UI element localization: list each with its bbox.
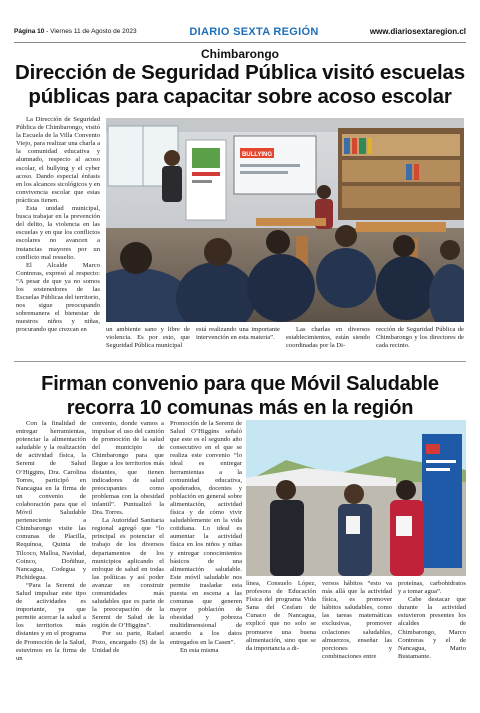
article1-paragraph: Las charlas en diversos establecimientos, están siendo coordinadas por la Di- xyxy=(286,326,370,350)
article2-paragraph: versos hábitos “esto va más allá que la actividad física, es promover hábitos saludables, como las tareas matemáticas exclusivas, promover colaciones saludables, almuerzos, enseñar las porciones y combinaciones entre xyxy=(322,580,392,660)
article2-paragraph: línea, Consuelo López, profesora de Educación Física del programa Vida Sana del Cesfam de Cunaco de Nancagua, explicó que no solo se promueve una buena alimentación, sino que se da importancia a di- xyxy=(246,580,316,652)
article1-paragraph: La Dirección de Seguridad Pública de Chimbarongo, visitó la Escuela de la Villa Convento Viejo, para realizar una charla a la comunidad educativa y alumnado, respecto al acoso escolar, el bullying y el cyber acoso. Dando especial énfasis en los alcances sicológicos y en convivencia escolar que estas prácticas tienen. xyxy=(16,116,100,204)
article1-kicker: Chimbarongo xyxy=(201,47,279,61)
article2-column-6 xyxy=(398,580,466,661)
article2-column-4 xyxy=(246,580,316,653)
article2-column-1 xyxy=(16,420,86,663)
article1-paragraph: El Alcalde Marco Contreras, expresó al respecto: “A pesar de que ya no somos los sostenedores de las Escuelas Públicas del territorio, nos sigue preocupando sobremanera el bienestar de nuestros niños y niñas, procurando que crezcan en xyxy=(16,261,100,334)
article2-paragraph: proteínas, carbohidratos y a tomar agua”. xyxy=(398,580,466,596)
page-date: - Viernes 11 de Agosto de 2023 xyxy=(44,28,137,35)
article2-paragraph: En esta misma xyxy=(180,646,219,654)
article2-paragraph: Por su parte, Rafael Pozo, encargado (S) de la Unidad de xyxy=(92,630,164,654)
newspaper-website: www.diariosextaregion.cl xyxy=(369,27,466,36)
article1-column-4 xyxy=(286,326,370,350)
article2-paragraph: Con la finalidad de entregar herramientas, potenciar la alimentación saludable y la realización de actividad física, la Seremi de Salud O’Higgins, Dra. Carolina Torres, participó en Nancagua en la firma de un convenio de colaboración para que el Móvil Saludable perteneciente a Chimbarongo visite las comunas de Placilla, Requínoa, Quinta de Tilcoco, Malloa, Navidad, Coinco, Doñihue, Nancagua, Codegua y Pichidegua. xyxy=(16,420,86,581)
article2-headline: Firman convenio para que Móvil Saludable recorra 10 comunas más en la región xyxy=(41,373,439,419)
article2-paragraph: Promoción de la Seremi de Salud O’Higgins señaló que este es el segundo año consecutivo en el que se realiza este convenio “lo ideal es entregar herramientas a la comunidad educativa, apoderados, docentes y población en general sobre alimentación, actividad física y de cómo vivir saludablemente en la vida cotidiana. Lo ideal es aumentar la actividad física en los niños y niñas y entregar conocimientos básicos de una alimentación saludable. Este móvil saludable nos permite trasladar esta puesta en escena a las comunas que generen mayor población de obesidad y pobreza multidimensional de acuerdo a los datos entregados en la Casen”. xyxy=(170,420,242,646)
article1-column-2 xyxy=(106,326,190,350)
article1-photo-classroom xyxy=(106,118,464,322)
article2-column-5 xyxy=(322,580,392,661)
article2-column-2 xyxy=(92,420,164,655)
page-header xyxy=(14,26,466,42)
article1-paragraph: está realizando una importante intervención en esta materia”. xyxy=(196,326,280,342)
header-divider xyxy=(14,42,466,43)
article2-paragraph: convenio, donde vamos a impulsar el uso del camión de promoción de la salud del municipio de Chimbarongo para que llegue a los territorios más distantes, que tienen indicadores de salud preocupantes como problemas con la obesidad infantil”. Puntualizó la Dra. Torres. xyxy=(92,420,164,517)
article1-paragraph: un ambiente sano y libre de violencia. Es por esto, que Seguridad Pública municipal xyxy=(106,326,190,350)
page-number: Página 10 xyxy=(14,28,45,35)
article2-paragraph: “Para la Seremi de Salud impulsar este tipo de actividades es importante, ya que permite acercar la salud a los territorios más distantes y en el programa de Promoción de la Salud, estuvimos en la firma de un xyxy=(16,581,86,662)
article1-column-5 xyxy=(376,326,464,350)
newspaper-name: DIARIO SEXTA REGIÓN xyxy=(189,26,319,38)
screen-slide-text: BULLYING xyxy=(241,152,273,158)
article-divider xyxy=(14,361,466,362)
article2-paragraph: Cabe destacar que durante la actividad estuvieron presentes los alcaldes de Chimbarongo, Marco Contreras y el de Nancagua, Mario Bustamante. xyxy=(398,596,466,660)
article1-column-1 xyxy=(16,116,100,335)
article2-photo-signing xyxy=(246,420,466,576)
article1-paragraph: rección de Seguridad Pública de Chimbarongo y los directores de cada recinto. xyxy=(376,326,464,350)
article2-paragraph: La Autoridad Sanitaria regional agregó que “lo principal es potenciar el trabajo de los diversos departamentos de los municipios aplicando el enfoque de salud en todas las políticas y así poder avanzar en construir comunidades más saludables que es parte de la preocupación de la Seremi de Salud de la región de O’Higgins”. xyxy=(92,517,164,630)
article1-headline: Dirección de Seguridad Pública visitó escuelas públicas para capacitar sobre acoso escolar xyxy=(15,61,465,108)
article1-paragraph: Esta unidad municipal, busca trabajar en la prevención del delito, la violencia en las escuelas y en que los conflictos escolares no avancen a instancias mayores por un conflicto mal resuelto. xyxy=(16,205,100,261)
article1-column-3 xyxy=(196,326,280,342)
page-date-line xyxy=(14,28,137,35)
article2-column-3 xyxy=(170,420,242,655)
